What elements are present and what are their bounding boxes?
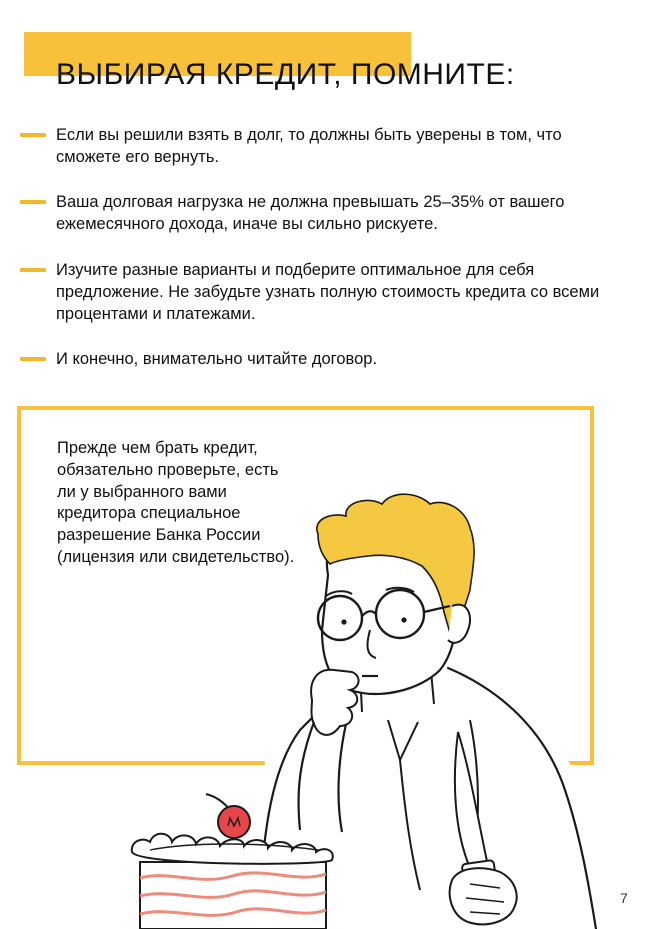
tip-text: Изучите разные варианты и подберите оптимальное для себя предложение. Не забудьте узнать полную стоимость кредита со всеми процентами и платежами. xyxy=(56,261,600,323)
tip-text: И конечно, внимательно читайте договор. xyxy=(56,350,378,368)
tip-text: Если вы решили взять в долг, то должны быть уверены в том, что сможете его вернуть. xyxy=(56,126,562,166)
note-text: Прежде чем брать кредит, обязательно проверьте, есть ли у выбранного вами кредитора специальное разрешение Банка России (лицензия или свидетельство). xyxy=(57,439,295,566)
page-number: 7 xyxy=(620,890,628,906)
page-title: ВЫБИРАЯ КРЕДИТ, ПОМНИТЕ: xyxy=(56,58,515,91)
tip-text: Ваша долговая нагрузка не должна превышать 25–35% от вашего ежемесячного дохода, иначе вы сильно рискуете. xyxy=(56,193,565,233)
